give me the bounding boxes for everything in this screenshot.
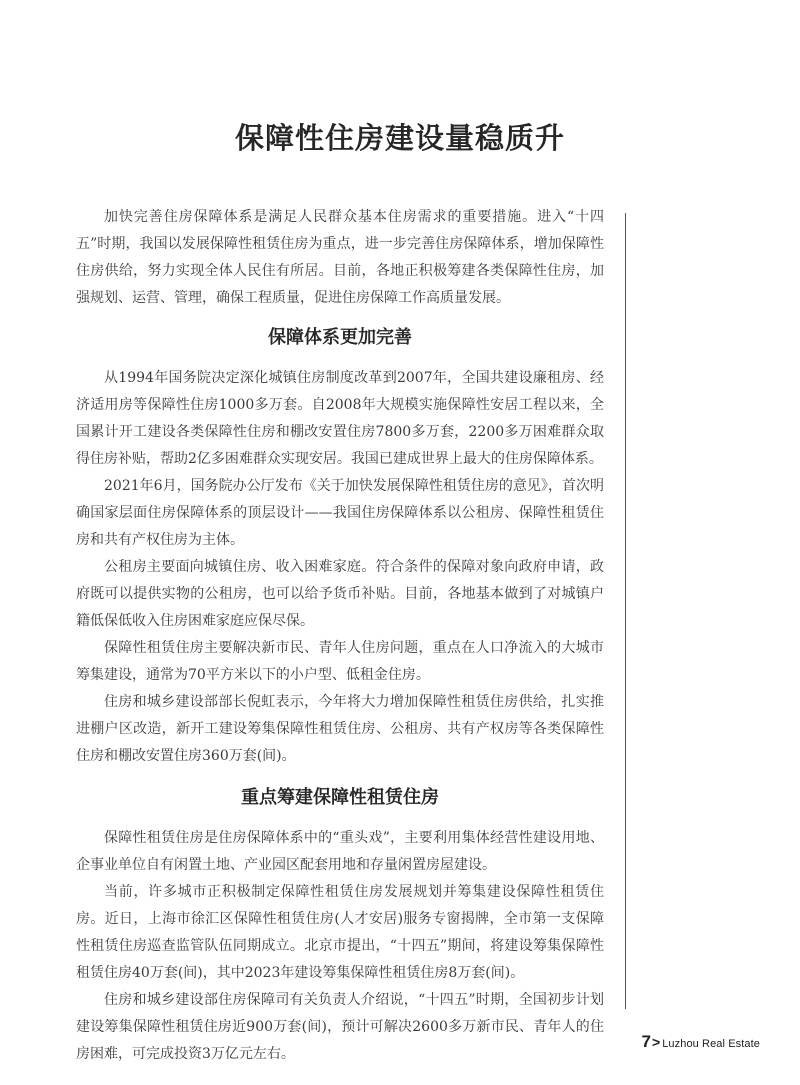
page-number: 7 bbox=[641, 1032, 651, 1051]
section1-paragraph-3: 公租房主要面向城镇住房、收入困难家庭。符合条件的保障对象向政府申请，政府既可以提供实物的公租房，也可以给予货币补贴。目前，各地基本做到了对城镇户籍低保低收入住房困难家庭应保尽保。 bbox=[76, 559, 604, 629]
section1-paragraph-5: 住房和城乡建设部部长倪虹表示，今年将大力增加保障性租赁住房供给，扎实推进棚户区改造，新开工建设筹集保障性租赁住房、公租房、共有产权房等各类保障性住房和棚改安置住房360万套(间)。 bbox=[76, 694, 604, 764]
intro-paragraph: 加快完善住房保障体系是满足人民群众基本住房需求的重要措施。进入“十四五”时期，我国以发展保障性租赁住房为重点，进一步完善住房保障体系，增加保障性住房供给，努力实现全体人民住有所居。目前，各地正积极筹建各类保障性住房，加强规划、运营、管理，确保工程质量，促进住房保障工作高质量发展。 bbox=[76, 209, 604, 306]
section1-paragraph-2: 2021年6月，国务院办公厅发布《关于加快发展保障性租赁住房的意见》，首次明确国家层面住房保障体系的顶层设计——我国住房保障体系以公租房、保障性租赁住房和共有产权住房为主体。 bbox=[76, 478, 604, 548]
section1-paragraph-4: 保障性租赁住房主要解决新市民、青年人住房问题，重点在人口净流入的大城市筹集建设，通常为70平方米以下的小户型、低租金住房。 bbox=[76, 640, 604, 683]
section-heading-system: 保障体系更加完善 bbox=[268, 327, 412, 348]
publication-name: Luzhou Real Estate bbox=[662, 1038, 760, 1050]
page-footer bbox=[642, 1032, 760, 1052]
section2-paragraph-3: 住房和城乡建设部住房保障司有关负责人介绍说，“十四五”时期，全国初步计划建设筹集保障性租赁住房近900万套(间)，预计可解决2600多万新市民、青年人的住房困难，可完成投资3万亿元左右。 bbox=[76, 992, 604, 1062]
section2-paragraph-2: 当前，许多城市正积极制定保障性租赁住房发展规划并筹集建设保障性租赁住房。近日，上海市徐汇区保障性租赁住房(人才安居)服务专窗揭牌，全市第一支保障性租赁住房巡查监管队伍同期成立。北京市提出，“十四五”期间，将建设筹集保障性租赁住房40万套(间)，其中2023年建设筹集保障性租赁住房8万套(间)。 bbox=[76, 884, 604, 981]
section1-paragraph-1: 从1994年国务院决定深化城镇住房制度改革到2007年，全国共建设廉租房、经济适用房等保障性住房1000多万套。自2008年大规模实施保障性安居工程以来，全国累计开工建设各类保障性住房和棚改安置住房7800多万套，2200多万困难群众取得住房补贴，帮助2亿多困难群众实现安居。我国已建成世界上最大的住房保障体系。 bbox=[76, 370, 604, 467]
vertical-divider bbox=[625, 213, 626, 1009]
article-body bbox=[76, 204, 604, 1068]
page-title: 保障性住房建设量稳质升 bbox=[234, 121, 565, 155]
arrow-right-icon: > bbox=[652, 1034, 661, 1050]
section2-paragraph-1: 保障性租赁住房是住房保障体系中的“重头戏”，主要利用集体经营性建设用地、企事业单位自有闲置土地、产业园区配套用地和存量闲置房屋建设。 bbox=[76, 830, 604, 873]
section-heading-rental: 重点筹建保障性租赁住房 bbox=[241, 787, 439, 808]
